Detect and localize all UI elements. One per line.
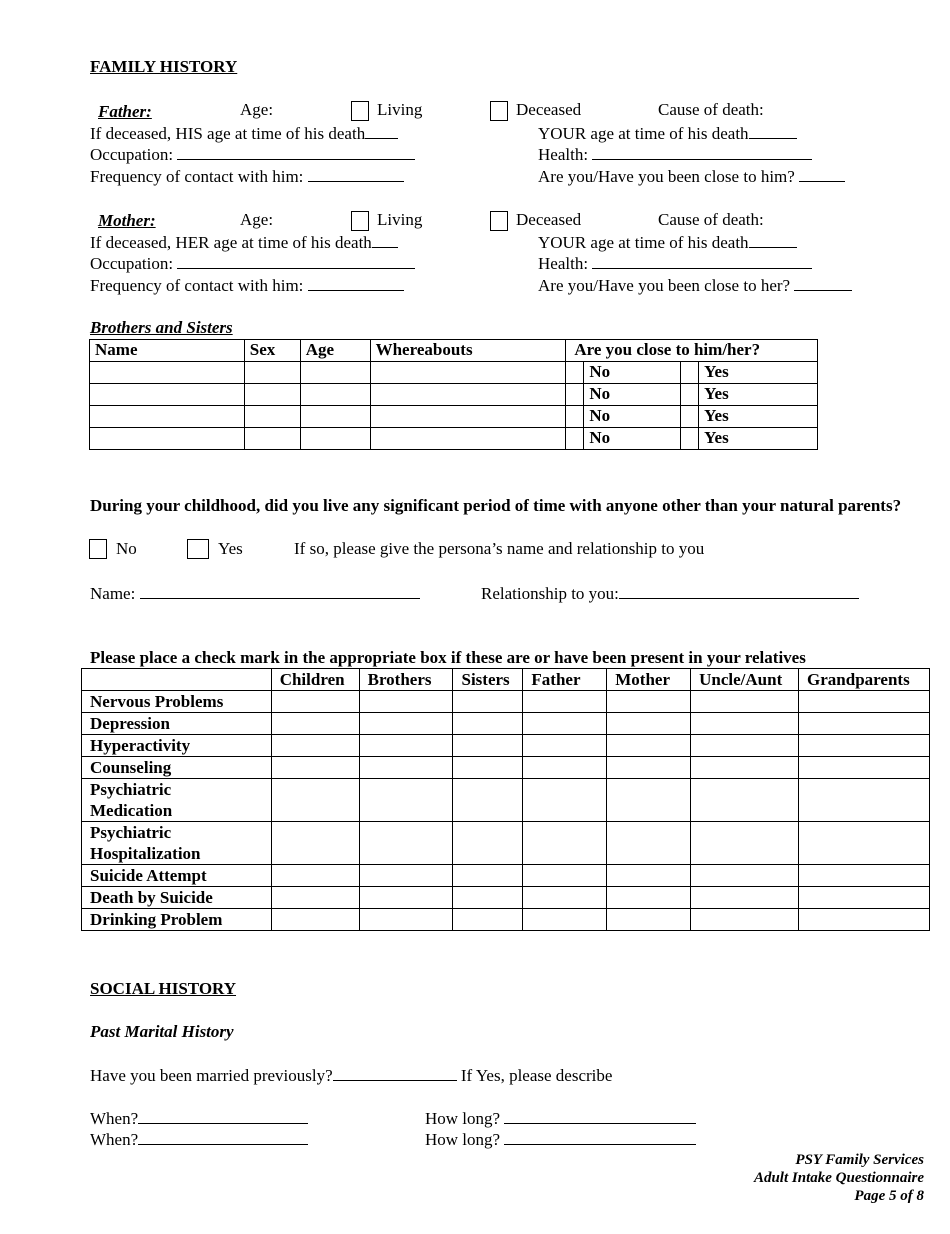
check-cell[interactable] [523, 779, 607, 822]
sibling-whereabouts-cell[interactable] [370, 428, 566, 450]
close-yes-label: Yes [699, 406, 818, 428]
mother-cause-label: Cause of death: [658, 210, 764, 229]
check-cell[interactable] [799, 713, 930, 735]
check-cell[interactable] [453, 691, 523, 713]
col-uncle-aunt: Uncle/Aunt [691, 669, 799, 691]
how-long-field[interactable] [504, 1108, 696, 1124]
close-no-label: No [584, 428, 681, 450]
childhood-no-label: No [116, 539, 137, 558]
describe-label: If Yes, please describe [460, 1066, 613, 1085]
relatives-corner-cell [82, 669, 272, 691]
close-no-label: No [584, 384, 681, 406]
check-cell[interactable] [523, 757, 607, 779]
mother-close-field[interactable] [794, 275, 852, 291]
check-cell[interactable] [453, 713, 523, 735]
row-label: Nervous Problems [82, 691, 272, 713]
mother-health-field[interactable] [592, 253, 812, 269]
close-yes-box[interactable] [681, 362, 699, 384]
family-history-heading: FAMILY HISTORY [90, 57, 238, 76]
check-cell[interactable] [799, 735, 930, 757]
check-cell[interactable] [607, 865, 691, 887]
childhood-yes-checkbox[interactable] [187, 539, 209, 559]
sibling-name-cell[interactable] [90, 428, 245, 450]
siblings-title: Brothers and Sisters [90, 318, 233, 337]
sibling-whereabouts-cell[interactable] [370, 406, 566, 428]
check-cell[interactable] [691, 735, 799, 757]
when-row-2 [90, 1129, 308, 1150]
mother-deceased-age-row [90, 232, 398, 253]
father-close-label: Are you/Have you been close to him? [538, 167, 795, 186]
check-cell[interactable] [799, 757, 930, 779]
check-cell[interactable] [799, 691, 930, 713]
sibling-name-cell[interactable] [90, 362, 245, 384]
check-cell[interactable] [271, 909, 359, 931]
father-your-age-row [538, 123, 797, 144]
father-deceased-age-field[interactable] [365, 123, 398, 139]
check-cell[interactable] [271, 865, 359, 887]
check-cell[interactable] [453, 779, 523, 822]
mother-label: Mother: [98, 211, 156, 230]
table-row [82, 779, 930, 822]
sibling-sex-cell[interactable] [244, 428, 300, 450]
check-cell[interactable] [523, 865, 607, 887]
father-deceased-label: Deceased [516, 100, 582, 119]
sibling-sex-cell[interactable] [244, 384, 300, 406]
married-field[interactable] [333, 1065, 457, 1081]
father-deceased-checkbox[interactable] [490, 101, 508, 121]
col-children: Children [271, 669, 359, 691]
row-label: Drinking Problem [82, 909, 272, 931]
check-cell[interactable] [691, 713, 799, 735]
check-cell[interactable] [359, 822, 453, 865]
check-cell[interactable] [523, 822, 607, 865]
how-long-field[interactable] [504, 1129, 696, 1145]
table-row [90, 362, 818, 384]
mother-living-checkbox[interactable] [351, 211, 369, 231]
col-age: Age [300, 340, 370, 362]
check-cell[interactable] [271, 735, 359, 757]
married-label: Have you been married previously? [90, 1066, 333, 1085]
sibling-whereabouts-cell[interactable] [370, 384, 566, 406]
father-health-row [538, 144, 812, 165]
sibling-age-cell[interactable] [300, 384, 370, 406]
check-cell[interactable] [359, 757, 453, 779]
check-cell[interactable] [607, 779, 691, 822]
mother-health-label: Health: [538, 254, 589, 273]
mother-your-age-label: YOUR age at time of his death [538, 233, 749, 252]
close-no-label: No [584, 406, 681, 428]
check-cell[interactable] [523, 909, 607, 931]
how-long-row-1 [425, 1108, 696, 1129]
table-row [82, 691, 930, 713]
check-cell[interactable] [453, 909, 523, 931]
table-row [90, 406, 818, 428]
row-label-text: Psychiatric Medication [90, 780, 173, 820]
check-cell[interactable] [607, 887, 691, 909]
mother-your-age-field[interactable] [749, 232, 797, 248]
mother-close-label: Are you/Have you been close to her? [538, 276, 791, 295]
row-label-text: Psychiatric Hospitalization [90, 823, 201, 863]
footer-org: PSY Family Services [795, 1152, 924, 1168]
sibling-whereabouts-cell[interactable] [370, 362, 566, 384]
check-cell[interactable] [799, 909, 930, 931]
footer-page: Page 5 of 8 [854, 1188, 924, 1204]
close-no-box[interactable] [566, 362, 584, 384]
check-cell[interactable] [271, 757, 359, 779]
check-cell[interactable] [359, 909, 453, 931]
mother-frequency-label: Frequency of contact with him: [90, 276, 304, 295]
relatives-header-row [82, 669, 930, 691]
check-cell[interactable] [607, 822, 691, 865]
relatives-table [81, 668, 930, 931]
close-yes-label: Yes [699, 384, 818, 406]
row-label: Death by Suicide [82, 887, 272, 909]
how-long-label: How long? [425, 1109, 501, 1128]
father-close-row [538, 166, 845, 187]
table-row [82, 757, 930, 779]
table-row [90, 384, 818, 406]
sibling-name-cell[interactable] [90, 406, 245, 428]
check-cell[interactable] [799, 887, 930, 909]
childhood-name-row [90, 583, 420, 604]
childhood-yes-label: Yes [218, 539, 243, 558]
social-history-heading: SOCIAL HISTORY [90, 979, 237, 998]
father-health-label: Health: [538, 145, 589, 164]
row-label [82, 779, 272, 822]
check-cell[interactable] [453, 822, 523, 865]
check-cell[interactable] [271, 887, 359, 909]
father-occupation-label: Occupation: [90, 145, 174, 164]
col-close: Are you close to him/her? [566, 340, 818, 362]
check-cell[interactable] [523, 735, 607, 757]
father-living-label: Living [377, 100, 423, 119]
check-cell[interactable] [799, 822, 930, 865]
mother-occupation-row [90, 253, 415, 274]
mother-deceased-age-field[interactable] [372, 232, 398, 248]
table-row [82, 822, 930, 865]
sibling-age-cell[interactable] [300, 428, 370, 450]
col-name: Name [90, 340, 245, 362]
mother-your-age-row [538, 232, 797, 253]
table-row [82, 909, 930, 931]
father-cause-label: Cause of death: [658, 100, 764, 119]
row-label [82, 822, 272, 865]
check-cell[interactable] [691, 909, 799, 931]
page-footer [754, 1151, 924, 1205]
table-row [82, 865, 930, 887]
mother-occupation-label: Occupation: [90, 254, 174, 273]
father-health-field[interactable] [592, 144, 812, 160]
close-no-box[interactable] [566, 428, 584, 450]
col-grandparents: Grandparents [799, 669, 930, 691]
mother-occupation-field[interactable] [177, 253, 415, 269]
childhood-relationship-field[interactable] [619, 583, 859, 599]
mother-age-label: Age: [240, 210, 274, 229]
check-cell[interactable] [607, 757, 691, 779]
childhood-question: During your childhood, did you live any significant period of time with anyone other than your natural parents? [90, 496, 902, 515]
father-deceased-age-label: If deceased, HIS age at time of his death [90, 124, 366, 143]
col-sex: Sex [244, 340, 300, 362]
when-field[interactable] [138, 1108, 308, 1124]
mother-frequency-row [90, 275, 404, 296]
how-long-label: How long? [425, 1130, 501, 1149]
father-frequency-label: Frequency of contact with him: [90, 167, 304, 186]
check-cell[interactable] [453, 735, 523, 757]
check-cell[interactable] [691, 887, 799, 909]
father-your-age-label: YOUR age at time of his death [538, 124, 749, 143]
sibling-age-cell[interactable] [300, 362, 370, 384]
father-label: Father: [98, 102, 152, 121]
check-cell[interactable] [523, 887, 607, 909]
check-cell[interactable] [359, 887, 453, 909]
check-cell[interactable] [691, 757, 799, 779]
check-cell[interactable] [359, 735, 453, 757]
siblings-table [89, 339, 818, 450]
relatives-instruction: Please place a check mark in the appropriate box if these are or have been present in your relatives [90, 648, 806, 667]
childhood-if-so-text: If so, please give the persona’s name and relationship to you [294, 539, 705, 558]
sibling-name-cell[interactable] [90, 384, 245, 406]
col-brothers: Brothers [359, 669, 453, 691]
mother-deceased-label: Deceased [516, 210, 582, 229]
col-sisters: Sisters [453, 669, 523, 691]
close-yes-box[interactable] [681, 384, 699, 406]
check-cell[interactable] [453, 865, 523, 887]
check-cell[interactable] [607, 735, 691, 757]
table-row [82, 735, 930, 757]
check-cell[interactable] [607, 909, 691, 931]
check-cell[interactable] [607, 691, 691, 713]
father-your-age-field[interactable] [749, 123, 797, 139]
row-label: Hyperactivity [82, 735, 272, 757]
check-cell[interactable] [359, 713, 453, 735]
check-cell[interactable] [359, 865, 453, 887]
sibling-sex-cell[interactable] [244, 406, 300, 428]
check-cell[interactable] [691, 865, 799, 887]
table-row [82, 713, 930, 735]
mother-deceased-age-label: If deceased, HER age at time of his death [90, 233, 372, 252]
marital-title: Past Marital History [90, 1022, 234, 1041]
childhood-name-field[interactable] [140, 583, 420, 599]
when-field[interactable] [138, 1129, 308, 1145]
check-cell[interactable] [359, 691, 453, 713]
childhood-relationship-row [481, 583, 859, 604]
close-yes-label: Yes [699, 428, 818, 450]
check-cell[interactable] [271, 779, 359, 822]
row-label: Depression [82, 713, 272, 735]
check-cell[interactable] [799, 865, 930, 887]
childhood-relationship-label: Relationship to you: [481, 584, 619, 603]
check-cell[interactable] [799, 779, 930, 822]
close-no-box[interactable] [566, 406, 584, 428]
footer-doc: Adult Intake Questionnaire [753, 1170, 924, 1186]
close-yes-box[interactable] [681, 406, 699, 428]
father-occupation-row [90, 144, 415, 165]
row-label: Suicide Attempt [82, 865, 272, 887]
mother-living-label: Living [377, 210, 423, 229]
close-yes-box[interactable] [681, 428, 699, 450]
check-cell[interactable] [271, 713, 359, 735]
mother-frequency-field[interactable] [308, 275, 404, 291]
col-mother: Mother [607, 669, 691, 691]
father-frequency-field[interactable] [308, 166, 404, 182]
close-no-box[interactable] [566, 384, 584, 406]
check-cell[interactable] [453, 887, 523, 909]
check-cell[interactable] [691, 822, 799, 865]
when-label: When? [90, 1130, 139, 1149]
mother-deceased-checkbox[interactable] [490, 211, 508, 231]
check-cell[interactable] [271, 822, 359, 865]
when-label: When? [90, 1109, 139, 1128]
father-occupation-field[interactable] [177, 144, 415, 160]
childhood-no-checkbox[interactable] [89, 539, 107, 559]
mother-close-row [538, 275, 852, 296]
father-age-label: Age: [240, 100, 274, 119]
father-close-field[interactable] [799, 166, 845, 182]
sibling-age-cell[interactable] [300, 406, 370, 428]
father-frequency-row [90, 166, 404, 187]
how-long-row-2 [425, 1129, 696, 1150]
close-no-label: No [584, 362, 681, 384]
check-cell[interactable] [271, 691, 359, 713]
siblings-header-row [90, 340, 818, 362]
check-cell[interactable] [523, 713, 607, 735]
father-deceased-age-row [90, 123, 398, 144]
row-label: Counseling [82, 757, 272, 779]
table-row [90, 428, 818, 450]
check-cell[interactable] [691, 691, 799, 713]
table-row [82, 887, 930, 909]
check-cell[interactable] [523, 691, 607, 713]
father-living-checkbox[interactable] [351, 101, 369, 121]
close-yes-label: Yes [699, 362, 818, 384]
childhood-name-label: Name: [90, 584, 136, 603]
when-row-1 [90, 1108, 308, 1129]
mother-health-row [538, 253, 812, 274]
sibling-sex-cell[interactable] [244, 362, 300, 384]
col-father: Father [523, 669, 607, 691]
married-row [90, 1065, 612, 1086]
col-whereabouts: Whereabouts [370, 340, 566, 362]
check-cell[interactable] [607, 713, 691, 735]
check-cell[interactable] [359, 779, 453, 822]
check-cell[interactable] [691, 779, 799, 822]
check-cell[interactable] [453, 757, 523, 779]
